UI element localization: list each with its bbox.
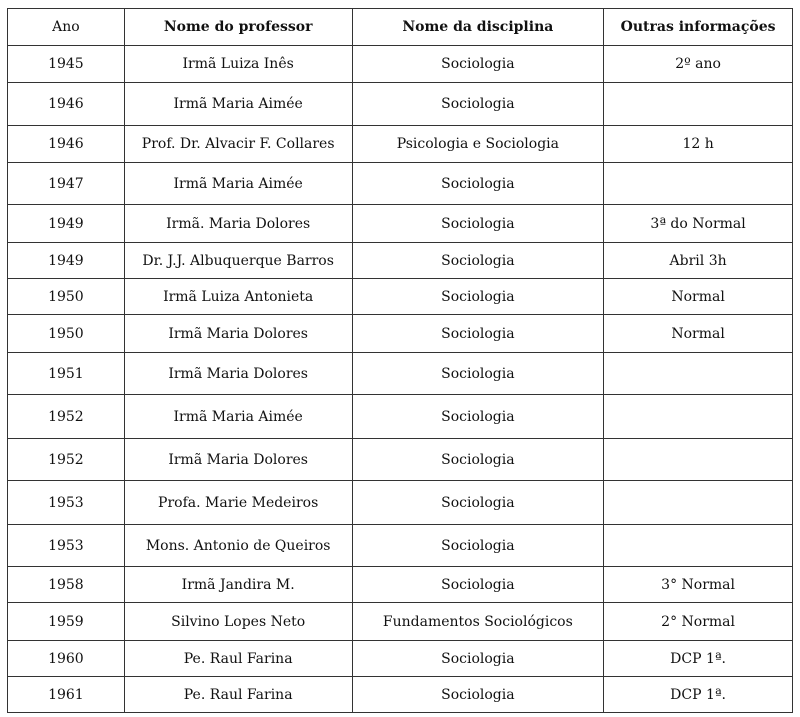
cell-ano: 1958	[8, 567, 125, 603]
table-row	[8, 205, 793, 243]
cell-ano: 1947	[8, 163, 125, 205]
cell-disciplina: Sociologia	[352, 205, 604, 243]
cell-disciplina: Sociologia	[352, 395, 604, 439]
cell-professor: Irmã. Maria Dolores	[124, 205, 352, 243]
cell-professor: Irmã Maria Dolores	[124, 353, 352, 395]
cell-disciplina: Sociologia	[352, 677, 604, 713]
cell-professor: Irmã Maria Aimée	[124, 395, 352, 439]
cell-outras-informacoes	[604, 525, 793, 567]
cell-disciplina: Sociologia	[352, 163, 604, 205]
cell-outras-informacoes: 2° Normal	[604, 603, 793, 641]
cell-ano: 1953	[8, 525, 125, 567]
cell-professor: Irmã Maria Dolores	[124, 315, 352, 353]
cell-disciplina: Sociologia	[352, 353, 604, 395]
cell-ano: 1946	[8, 126, 125, 163]
header-professor: Nome do professor	[124, 9, 352, 46]
cell-outras-informacoes: 12 h	[604, 126, 793, 163]
cell-ano: 1949	[8, 243, 125, 279]
table-row	[8, 677, 793, 713]
cell-disciplina: Sociologia	[352, 83, 604, 126]
cell-outras-informacoes: 3ª do Normal	[604, 205, 793, 243]
cell-outras-informacoes	[604, 481, 793, 525]
cell-professor: Dr. J.J. Albuquerque Barros	[124, 243, 352, 279]
cell-professor: Irmã Luiza Inês	[124, 46, 352, 83]
cell-disciplina: Sociologia	[352, 46, 604, 83]
cell-disciplina: Psicologia e Sociologia	[352, 126, 604, 163]
cell-professor: Irmã Luiza Antonieta	[124, 279, 352, 315]
cell-ano: 1960	[8, 641, 125, 677]
table-row	[8, 163, 793, 205]
cell-outras-informacoes: Normal	[604, 315, 793, 353]
cell-ano: 1961	[8, 677, 125, 713]
cell-outras-informacoes: Abril 3h	[604, 243, 793, 279]
cell-ano: 1949	[8, 205, 125, 243]
table-row	[8, 243, 793, 279]
table-row	[8, 567, 793, 603]
cell-ano: 1945	[8, 46, 125, 83]
cell-disciplina: Sociologia	[352, 641, 604, 677]
cell-ano: 1952	[8, 395, 125, 439]
table-row	[8, 279, 793, 315]
cell-outras-informacoes	[604, 395, 793, 439]
header-disciplina: Nome da disciplina	[352, 9, 604, 46]
professors-table	[7, 8, 793, 713]
cell-disciplina: Sociologia	[352, 525, 604, 567]
cell-disciplina: Sociologia	[352, 315, 604, 353]
cell-ano: 1951	[8, 353, 125, 395]
cell-outras-informacoes: DCP 1ª.	[604, 677, 793, 713]
header-outras-informacoes: Outras informações	[604, 9, 793, 46]
cell-outras-informacoes	[604, 163, 793, 205]
cell-professor: Irmã Maria Dolores	[124, 439, 352, 481]
cell-disciplina: Sociologia	[352, 481, 604, 525]
cell-disciplina: Sociologia	[352, 243, 604, 279]
cell-disciplina: Fundamentos Sociológicos	[352, 603, 604, 641]
table-row	[8, 525, 793, 567]
cell-outras-informacoes	[604, 83, 793, 126]
table-row	[8, 481, 793, 525]
table-row	[8, 126, 793, 163]
cell-outras-informacoes	[604, 353, 793, 395]
cell-ano: 1946	[8, 83, 125, 126]
table-row	[8, 439, 793, 481]
cell-professor: Profa. Marie Medeiros	[124, 481, 352, 525]
cell-ano: 1953	[8, 481, 125, 525]
cell-professor: Pe. Raul Farina	[124, 641, 352, 677]
cell-outras-informacoes: 3° Normal	[604, 567, 793, 603]
header-row	[8, 9, 793, 46]
cell-outras-informacoes: Normal	[604, 279, 793, 315]
cell-professor: Irmã Maria Aimée	[124, 83, 352, 126]
table-row	[8, 395, 793, 439]
cell-outras-informacoes: 2º ano	[604, 46, 793, 83]
table-row	[8, 315, 793, 353]
cell-outras-informacoes	[604, 439, 793, 481]
table-row	[8, 353, 793, 395]
cell-ano: 1950	[8, 315, 125, 353]
table-row	[8, 641, 793, 677]
table-row	[8, 46, 793, 83]
cell-professor: Prof. Dr. Alvacir F. Collares	[124, 126, 352, 163]
cell-professor: Mons. Antonio de Queiros	[124, 525, 352, 567]
table-row	[8, 603, 793, 641]
cell-professor: Pe. Raul Farina	[124, 677, 352, 713]
table-row	[8, 83, 793, 126]
cell-ano: 1950	[8, 279, 125, 315]
cell-disciplina: Sociologia	[352, 439, 604, 481]
cell-ano: 1952	[8, 439, 125, 481]
header-ano: Ano	[8, 9, 125, 46]
cell-disciplina: Sociologia	[352, 567, 604, 603]
cell-professor: Irmã Jandira M.	[124, 567, 352, 603]
cell-professor: Irmã Maria Aimée	[124, 163, 352, 205]
cell-professor: Silvino Lopes Neto	[124, 603, 352, 641]
cell-ano: 1959	[8, 603, 125, 641]
cell-outras-informacoes: DCP 1ª.	[604, 641, 793, 677]
cell-disciplina: Sociologia	[352, 279, 604, 315]
